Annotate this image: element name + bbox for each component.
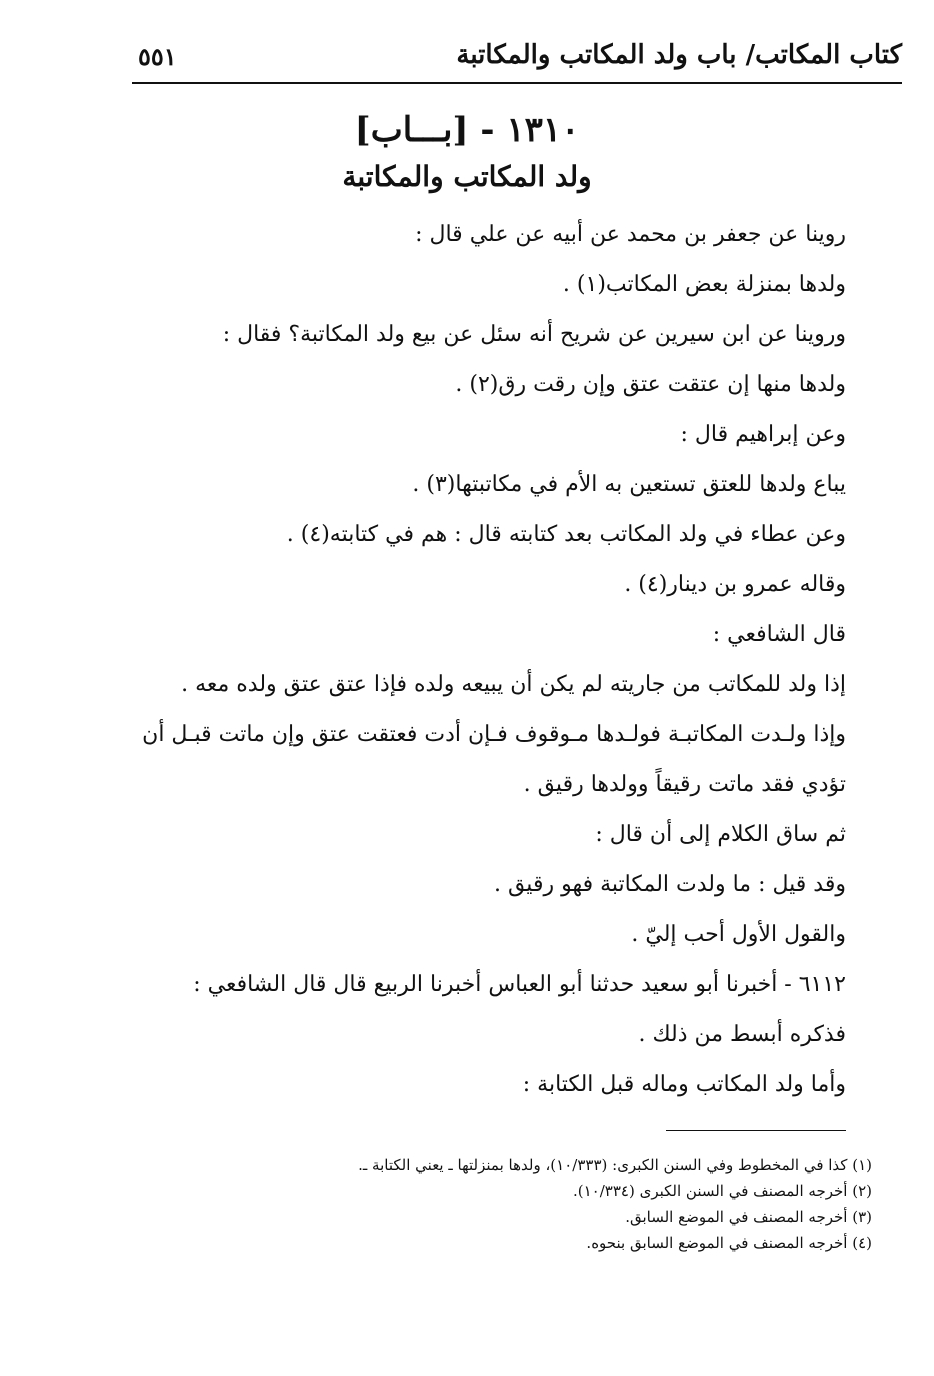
paragraph: ولدها بمنزلة بعض المكاتب(١) . [562,272,846,297]
footnotes [112,1152,872,1256]
footnote: (٣) أخرجه المصنف في الموضع السابق. [625,1208,872,1226]
paragraph: ولدها منها إن عتقت عتق وإن رقت رق(٢) . [455,372,846,397]
main-text [126,210,846,1110]
footnote: (٤) أخرجه المصنف في الموضع السابق بنحوه. [586,1234,872,1252]
footnote: (٢) أخرجه المصنف في السنن الكبرى (١٠/٣٣٤). [572,1182,872,1200]
paragraph: قال الشافعي : [712,622,846,647]
paragraph: فذكره أبسط من ذلك . [638,1022,846,1047]
paragraph: وعن إبراهيم قال : [680,422,846,447]
paragraph: وروينا عن ابن سيرين عن شريح أنه سئل عن بيع ولد المكاتبة؟ فقال : [222,322,846,347]
paragraph: وقد قيل : ما ولدت المكاتبة فهو رقيق . [493,872,846,897]
hadith-paragraph: ٦١١٢ - أخبرنا أبو سعيد حدثنا أبو العباس أخبرنا الربيع قال قال الشافعي : [193,972,846,997]
paragraph: ثم ساق الكلام إلى أن قال : [595,822,846,847]
paragraph: روينا عن جعفر بن محمد عن أبيه عن علي قال : [415,222,846,247]
paragraph: إذا ولد للمكاتب من جاريته لم يكن أن يبيعه ولده فإذا عتق عتق ولده معه . [181,672,846,697]
paragraph: وعن عطاء في ولد المكاتب بعد كتابته قال : هم في كتابته(٤) . [286,522,846,547]
page-number: ٥٥١ [138,42,177,71]
footnote: (١) كذا في المخطوط وفي السنن الكبرى: (١٠/٣٣٣)، ولدها بمنزلتها ـ يعني الكتابة ـ. [358,1156,872,1174]
chapter-number: ١٣١٠ - [بـــاب] [354,110,580,150]
chapter-title: ولد المكاتب والمكاتبة [342,160,592,193]
paragraph: وقاله عمرو بن دينار(٤) . [624,572,846,597]
paragraph: وأما ولد المكاتب وماله قبل الكتابة : [522,1072,846,1097]
paragraph: يباع ولدها للعتق تستعين به الأم في مكاتبتها(٣) . [412,472,846,497]
running-title: كتاب المكاتب/ باب ولد المكاتب والمكاتبة [456,40,902,70]
paragraph: والقول الأول أحب إليّ . [631,922,846,947]
paragraph: وإذا ولـدت المكاتبـة فولـدها مـوقوف فـإن أدت فعتقت عتق وإن ماتت قبـل أن تؤدي فقد ماتت رقيقاً وولدها رقيق . [142,722,846,797]
page-header [132,38,902,84]
footnote-divider [666,1130,846,1131]
